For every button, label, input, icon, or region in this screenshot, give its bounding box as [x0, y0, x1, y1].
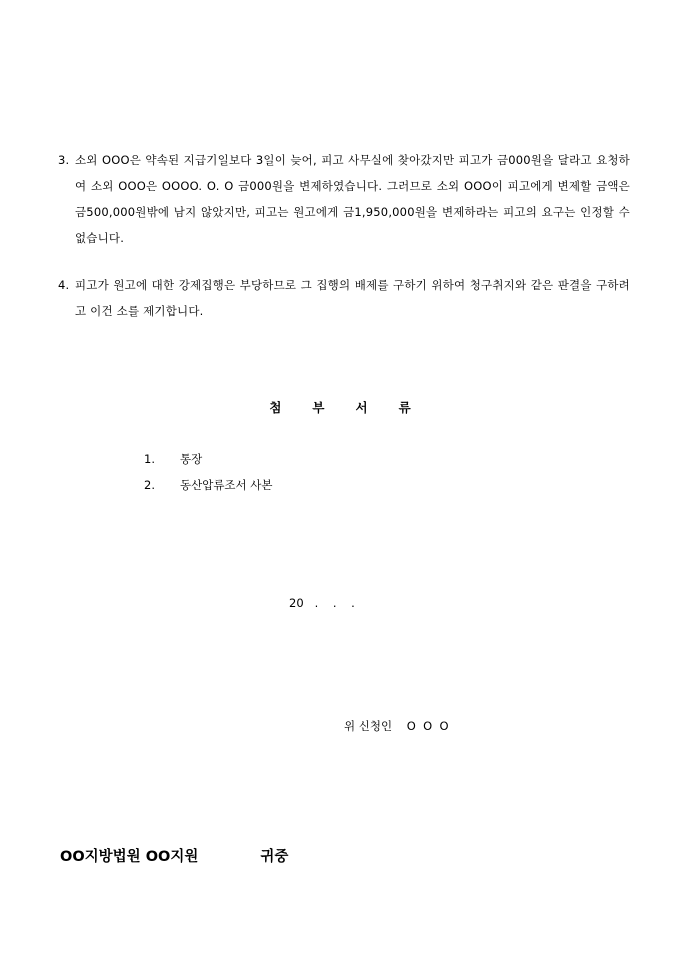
- paragraph-text: 피고가 원고에 대한 강제집행은 부당하므로 그 집행의 배제를 구하기 위하여 청구취지와 같은 판결을 구하려고 이건 소를 제기합니다.: [75, 278, 630, 318]
- filing-date: 20 . . .: [289, 596, 355, 610]
- court-honorific: 귀중: [260, 849, 289, 865]
- court-addressee: [60, 845, 288, 866]
- paragraph-4: [58, 272, 630, 324]
- paragraph-number: 4.: [58, 278, 70, 292]
- signer-line: 위 신청인 O O O: [344, 719, 449, 733]
- paragraph-3: [58, 147, 630, 251]
- attachment-item: [144, 446, 273, 472]
- attachment-number: 2.: [144, 478, 155, 492]
- court-name: OO지방법원 OO지원: [60, 849, 199, 865]
- attachments-title: 첨부서류: [269, 400, 442, 415]
- paragraph-number: 3.: [58, 153, 70, 167]
- attachment-label: 동산압류조서 사본: [180, 478, 273, 492]
- attachments-list: [144, 446, 273, 498]
- attachment-label: 통장: [180, 452, 203, 466]
- paragraph-text: 소외 OOO은 약속된 지급기일보다 3일이 늦어, 피고 사무실에 찾아갔지만 피고가 금000원을 달라고 요청하여 소외 OOO은 OOOO. O. O 금000원을 변제하였습니다. 그러므로 소외 OOO이 피고에게 변제할 금액은 금500,000원밖에 남지 않았지만, 피고는 원고에게 금1,950,000원을 변제하라는 피고의 요구는 인정할 수 없습니다.: [75, 153, 630, 245]
- attachment-number: 1.: [144, 452, 155, 466]
- attachment-item: [144, 472, 273, 498]
